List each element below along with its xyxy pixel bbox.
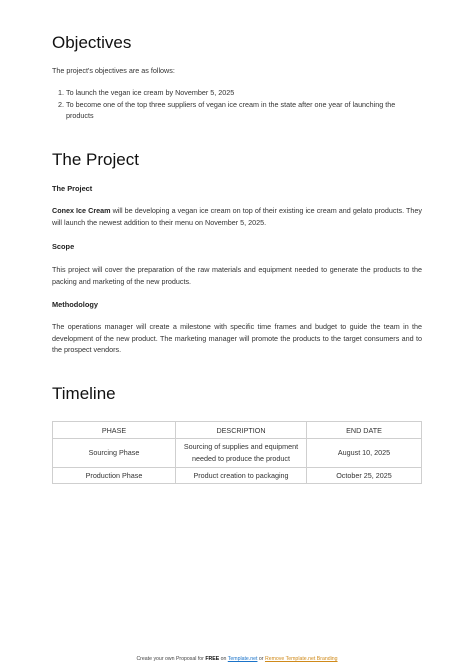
project-subheading: The Project — [52, 184, 93, 193]
column-header-end-date: END DATE — [307, 422, 422, 439]
objectives-intro: The project's objectives are as follows: — [52, 66, 175, 75]
objectives-list — [52, 87, 418, 122]
footer-text: on — [219, 656, 228, 662]
list-item: 1. To launch the vegan ice cream by November 5, 2025 — [66, 87, 418, 99]
project-heading: The Project — [52, 150, 139, 169]
remove-branding-link[interactable]: Remove Template.net Branding — [264, 656, 338, 662]
template-net-link[interactable]: Template.net — [227, 656, 258, 662]
project-paragraph-text: will be developing a vegan ice cream on top of their existing ice cream and gelato products. They will launch the newest addition to their menu on November 5, 2025. — [52, 206, 423, 227]
column-header-phase: PHASE — [53, 422, 176, 439]
methodology-paragraph: The operations manager will create a milestone with specific time frames and budget to guide the team in the development of the new product. The marketing manager will promote the products to the target consumers and to the prospect vendors. — [52, 322, 422, 355]
footer-text: Create your own Proposal for — [136, 656, 206, 662]
objectives-heading: Objectives — [52, 33, 132, 52]
table-cell: Sourcing of supplies and equipment needed to produce the product — [176, 439, 307, 468]
column-header-description: DESCRIPTION — [176, 422, 307, 439]
table-cell: Product creation to packaging — [176, 468, 307, 484]
table-header-row — [53, 422, 422, 439]
methodology-subheading: Methodology — [52, 300, 98, 309]
table-cell: October 25, 2025 — [307, 468, 422, 484]
table-cell: Production Phase — [53, 468, 176, 484]
project-paragraph — [52, 205, 422, 228]
list-item: 2. To become one of the top three suppliers of vegan ice cream in the state after one year of launching the products — [66, 99, 418, 122]
scope-paragraph: This project will cover the preparation of the raw materials and equipment needed to generate the products to the packing and marketing of the new products. — [52, 265, 422, 286]
table-cell: Sourcing Phase — [53, 439, 176, 468]
footer-banner — [0, 656, 474, 662]
table-cell: August 10, 2025 — [307, 439, 422, 468]
scope-subheading: Scope — [52, 242, 75, 251]
company-name: Conex Ice Cream — [52, 206, 111, 215]
table-row — [53, 468, 422, 484]
timeline-heading: Timeline — [52, 384, 116, 403]
footer-free: FREE — [205, 656, 220, 662]
table-row — [53, 439, 422, 468]
timeline-table — [52, 421, 422, 484]
footer-text: or — [257, 656, 265, 662]
